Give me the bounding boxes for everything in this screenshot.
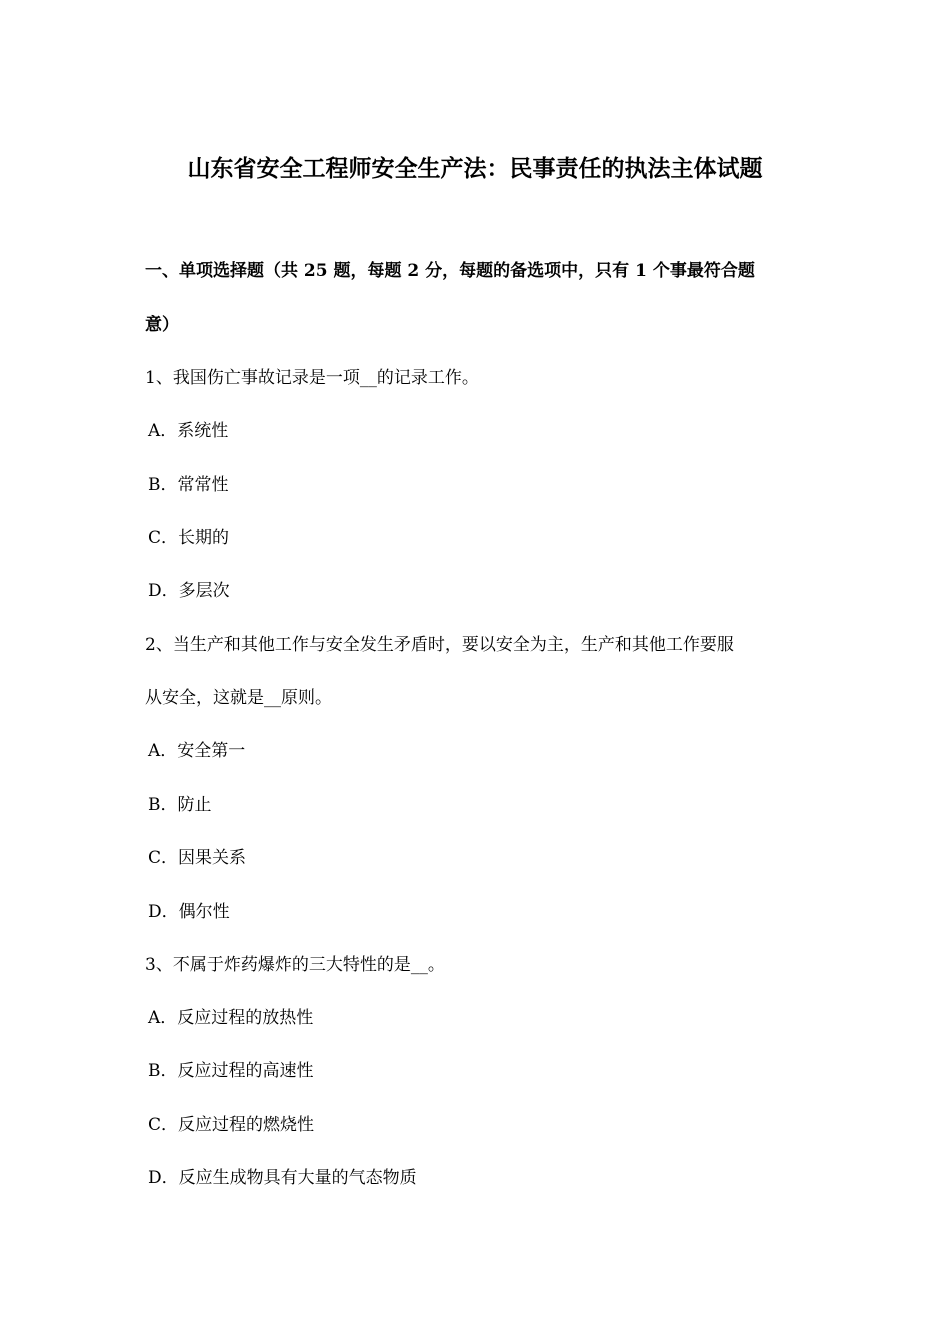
question-1-stem: 1、我国伤亡事故记录是一项__的记录工作。 [145, 368, 479, 388]
question-1-option-c: C．长期的 [148, 528, 230, 548]
question-2-stem-line-2: 从安全，这就是__原则。 [145, 688, 332, 708]
question-2-option-b: B．防止 [148, 795, 212, 815]
document-title: 山东省安全工程师安全生产法：民事责任的执法主体试题 [187, 155, 763, 182]
question-3-option-a: A．反应过程的放热性 [148, 1008, 314, 1028]
question-1-option-b: B．常常性 [148, 475, 229, 495]
question-2-option-c: C．因果关系 [148, 848, 247, 868]
question-1-option-a: A．系统性 [148, 421, 229, 441]
question-2-option-d: D．偶尔性 [148, 902, 230, 922]
question-3-option-d: D．反应生成物具有大量的气态物质 [148, 1168, 417, 1188]
question-2-stem-line-1: 2、当生产和其他工作与安全发生矛盾时，要以安全为主，生产和其他工作要服 [145, 635, 734, 655]
question-3-stem: 3、不属于炸药爆炸的三大特性的是__。 [145, 955, 445, 975]
section-heading-line-1: 一、单项选择题（共 25 题，每题 2 分，每题的备选项中，只有 1 个事最符合题 [145, 261, 755, 281]
section-heading-line-2: 意） [145, 315, 179, 335]
question-3-option-b: B．反应过程的高速性 [148, 1061, 314, 1081]
question-3-option-c: C．反应过程的燃烧性 [148, 1115, 315, 1135]
question-1-option-d: D．多层次 [148, 581, 230, 601]
question-2-option-a: A．安全第一 [148, 741, 246, 761]
